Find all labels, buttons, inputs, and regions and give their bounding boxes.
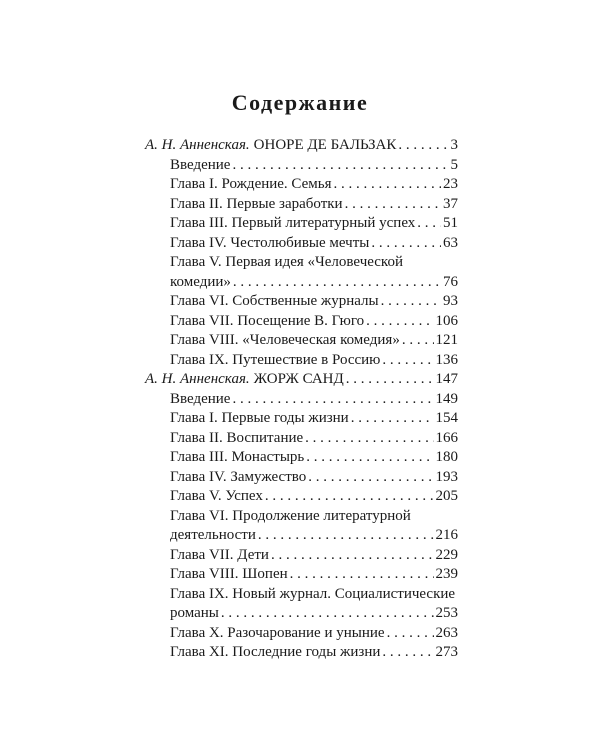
toc-entry-title: Глава VI. Собственные журналы xyxy=(170,293,379,309)
dot-leader xyxy=(351,409,434,429)
toc-page-number: 205 xyxy=(435,488,458,504)
toc-page-number: 106 xyxy=(435,312,458,329)
toc-entry-title: Глава III. Монастырь xyxy=(170,449,305,465)
toc-entry-title: Глава VIII. «Человеческая комедия» xyxy=(170,332,400,348)
dot-leader xyxy=(381,292,441,312)
toc-entry-title: Глава IX. Путешествие в Россию xyxy=(170,351,381,368)
toc-entry-title: деятельности xyxy=(170,527,256,543)
dot-leader xyxy=(346,370,434,390)
toc-page-number: 180 xyxy=(435,449,458,465)
toc-page-number: 3 xyxy=(450,137,458,153)
table-of-contents xyxy=(145,136,458,663)
toc-entry[interactable] xyxy=(145,331,458,351)
dot-leader xyxy=(417,214,441,234)
toc-entry-title: романы xyxy=(170,605,219,621)
toc-entry[interactable] xyxy=(145,214,458,234)
toc-page-number: 166 xyxy=(435,429,458,446)
dot-leader xyxy=(265,487,434,507)
toc-entry-title-line1[interactable]: Глава IX. Новый журнал. Социалистические xyxy=(170,585,456,602)
toc-entry[interactable] xyxy=(145,624,458,644)
toc-entry-title: Глава I. Рождение. Семья xyxy=(170,176,332,192)
toc-entry[interactable] xyxy=(145,195,458,215)
toc-entry[interactable] xyxy=(145,390,458,410)
toc-entry[interactable] xyxy=(145,175,458,195)
toc-entry[interactable] xyxy=(145,312,458,332)
toc-page-number: 63 xyxy=(443,234,458,251)
toc-page-number: 5 xyxy=(450,156,458,173)
toc-entry-title: Глава VII. Посещение В. Гюго xyxy=(170,312,365,329)
dot-leader xyxy=(366,312,433,332)
toc-page-number: 253 xyxy=(435,605,458,621)
toc-entry[interactable] xyxy=(145,234,458,254)
toc-entry-title: Глава III. Первый литературный успех xyxy=(170,215,416,231)
toc-entry-title: Глава I. Первые годы жизни xyxy=(170,410,349,426)
toc-entry[interactable] xyxy=(145,643,458,663)
toc-page-number: 149 xyxy=(435,390,458,407)
toc-author: А. Н. Анненская. xyxy=(145,371,250,387)
toc-page-number: 51 xyxy=(443,215,458,231)
page-title: Содержание xyxy=(231,90,369,115)
dot-leader xyxy=(306,448,433,468)
dot-leader xyxy=(308,468,433,488)
toc-entry[interactable] xyxy=(145,409,458,429)
toc-page-number: 23 xyxy=(443,176,458,192)
toc-entry[interactable] xyxy=(145,351,458,371)
toc-entry-title-line1[interactable]: Глава VI. Продолжение литературной xyxy=(170,507,411,524)
toc-entry-title: Глава II. Воспитание xyxy=(170,429,304,446)
toc-entry[interactable] xyxy=(145,156,458,176)
dot-leader xyxy=(221,604,434,624)
toc-entry-title: Глава VIII. Шопен xyxy=(170,566,288,582)
toc-part-title: ЖОРЖ САНД xyxy=(253,371,344,387)
dot-leader xyxy=(271,546,434,566)
toc-entry[interactable] xyxy=(145,604,458,624)
toc-page-number: 121 xyxy=(435,332,458,348)
toc-page-number: 37 xyxy=(443,195,458,212)
toc-page-number: 154 xyxy=(435,410,458,426)
dot-leader xyxy=(402,331,434,351)
toc-entry-title: Глава VII. Дети xyxy=(170,546,269,563)
toc-page-number: 93 xyxy=(443,293,458,309)
toc-entry[interactable] xyxy=(145,273,458,293)
toc-entry-title: Глава XI. Последние годы жизни xyxy=(170,644,381,660)
toc-entry[interactable] xyxy=(145,468,458,488)
dot-leader xyxy=(398,136,448,156)
dot-leader xyxy=(382,351,433,371)
toc-page-number: 229 xyxy=(435,546,458,563)
toc-author: А. Н. Анненская. xyxy=(145,137,250,153)
dot-leader xyxy=(371,234,441,254)
dot-leader xyxy=(382,643,433,663)
dot-leader xyxy=(232,390,433,410)
toc-entry[interactable] xyxy=(145,448,458,468)
toc-part-entry[interactable] xyxy=(145,136,458,156)
toc-page-number: 216 xyxy=(435,527,458,543)
toc-entry-title: Глава IV. Замужество xyxy=(170,468,307,485)
dot-leader xyxy=(305,429,433,449)
toc-entry-title: Введение xyxy=(170,390,231,407)
toc-entry-title-line1[interactable]: Глава V. Первая идея «Человеческой xyxy=(170,254,403,270)
toc-page-number: 76 xyxy=(443,273,458,290)
dot-leader xyxy=(290,565,434,585)
toc-entry-title: Глава V. Успех xyxy=(170,488,263,504)
toc-entry-title: Глава IV. Честолюбивые мечты xyxy=(170,234,370,251)
toc-entry[interactable] xyxy=(145,487,458,507)
dot-leader xyxy=(387,624,434,644)
toc-part-title: ОНОРЕ ДЕ БАЛЬЗАК xyxy=(253,137,397,153)
toc-entry-title: Глава II. Первые заработки xyxy=(170,195,343,212)
toc-entry-title: комедии» xyxy=(170,273,231,290)
dot-leader xyxy=(345,195,441,215)
dot-leader xyxy=(334,175,441,195)
toc-page-number: 136 xyxy=(435,351,458,368)
dot-leader xyxy=(232,156,448,176)
dot-leader xyxy=(258,526,434,546)
toc-entry[interactable] xyxy=(145,292,458,312)
toc-entry[interactable] xyxy=(145,526,458,546)
dot-leader xyxy=(233,273,441,293)
toc-page-number: 273 xyxy=(435,644,458,660)
toc-page-number: 263 xyxy=(435,624,458,641)
toc-part-entry[interactable] xyxy=(145,370,458,390)
toc-entry[interactable] xyxy=(145,429,458,449)
toc-entry[interactable] xyxy=(145,546,458,566)
toc-page-number: 193 xyxy=(435,468,458,485)
toc-page-number: 147 xyxy=(435,371,458,387)
toc-entry-title: Глава X. Разочарование и уныние xyxy=(170,624,385,641)
toc-entry[interactable] xyxy=(145,565,458,585)
toc-page-number: 239 xyxy=(435,566,458,582)
toc-entry-title: Введение xyxy=(170,156,231,173)
